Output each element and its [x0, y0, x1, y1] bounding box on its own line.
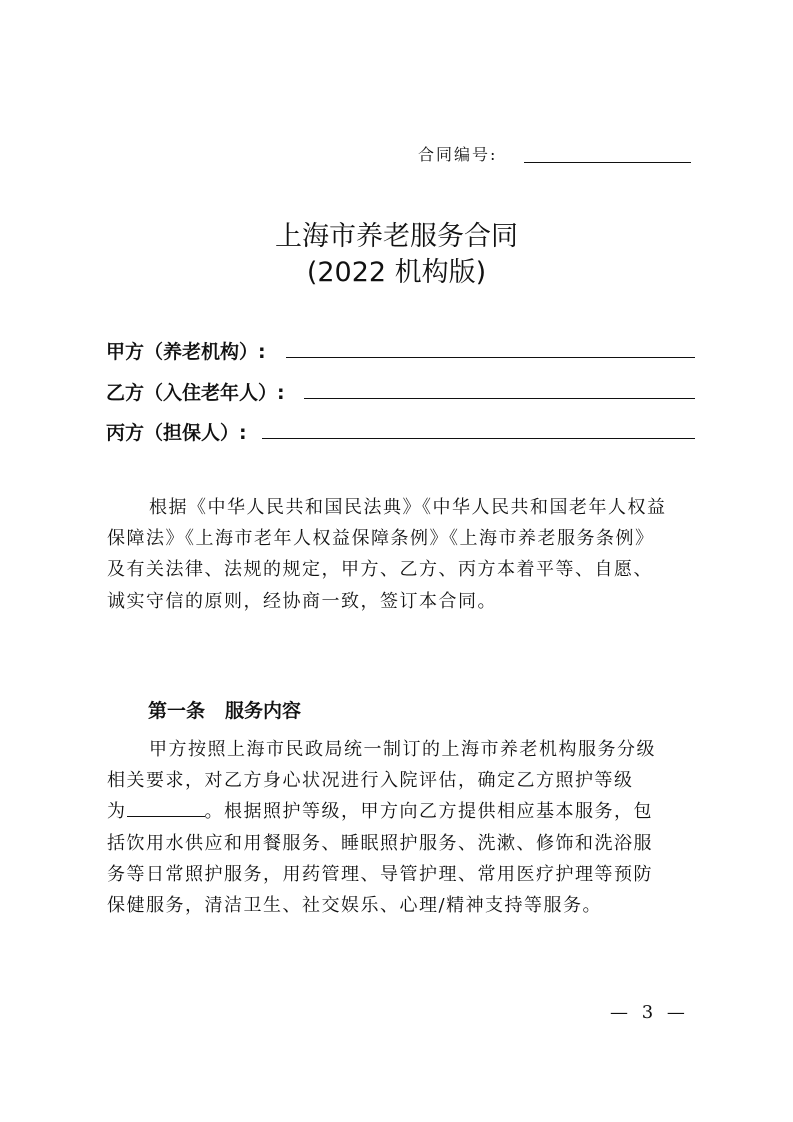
contract-number-field[interactable] [524, 162, 691, 163]
party-b-label: 乙方（入住老年人）: [106, 382, 285, 404]
party-a-label: 甲方（养老机构）: [106, 341, 266, 363]
article-1-number: 第一条 [148, 700, 206, 722]
preamble-line: 及有关法律、法规的规定，甲方、乙方、丙方本着平等、自愿、 [107, 559, 653, 581]
article-1-line-suffix: 。根据照护等级，甲方向乙方提供相应基本服务，包 [204, 801, 653, 823]
party-c-field[interactable] [262, 438, 695, 439]
article-1-title: 服务内容 [225, 700, 302, 722]
article-1-line: 务等日常照护服务，用药管理、导管护理、常用医疗护理等预防 [107, 863, 653, 885]
article-1-line-prefix: 为 [107, 801, 127, 823]
article-1-line: 保健服务，清洁卫生、社交娱乐、心理/精神支持等服务。 [107, 895, 603, 917]
party-b-field[interactable] [304, 398, 695, 399]
preamble-line: 保障法》《上海市老年人权益保障条例》《上海市养老服务条例》 [107, 528, 655, 550]
care-level-field[interactable] [127, 798, 205, 817]
document-subtitle: (2022 机构版) [306, 257, 487, 288]
article-1-body [107, 734, 697, 921]
article-1-line [107, 796, 697, 827]
preamble-line: 根据《中华人民共和国民法典》《中华人民共和国老年人权益 [149, 497, 667, 518]
party-c-label: 丙方（担保人）: [106, 422, 247, 444]
page-number: — 3 — [610, 1002, 689, 1023]
article-1-line: 括饮用水供应和用餐服务、睡眠照护服务、洗漱、修饰和洗浴服 [107, 832, 653, 854]
document-title: 上海市养老服务合同 [275, 221, 518, 252]
party-a-field[interactable] [286, 357, 695, 358]
article-1-line: 甲方按照上海市民政局统一制订的上海市养老机构服务分级 [149, 739, 656, 760]
preamble-line: 诚实守信的原则，经协商一致，签订本合同。 [107, 590, 497, 612]
article-1-line: 相关要求，对乙方身心状况进行入院评估，确定乙方照护等级 [107, 770, 634, 792]
preamble-paragraph [107, 492, 697, 617]
contract-number-label: 合同编号: [418, 145, 498, 164]
article-1-heading [148, 696, 301, 723]
